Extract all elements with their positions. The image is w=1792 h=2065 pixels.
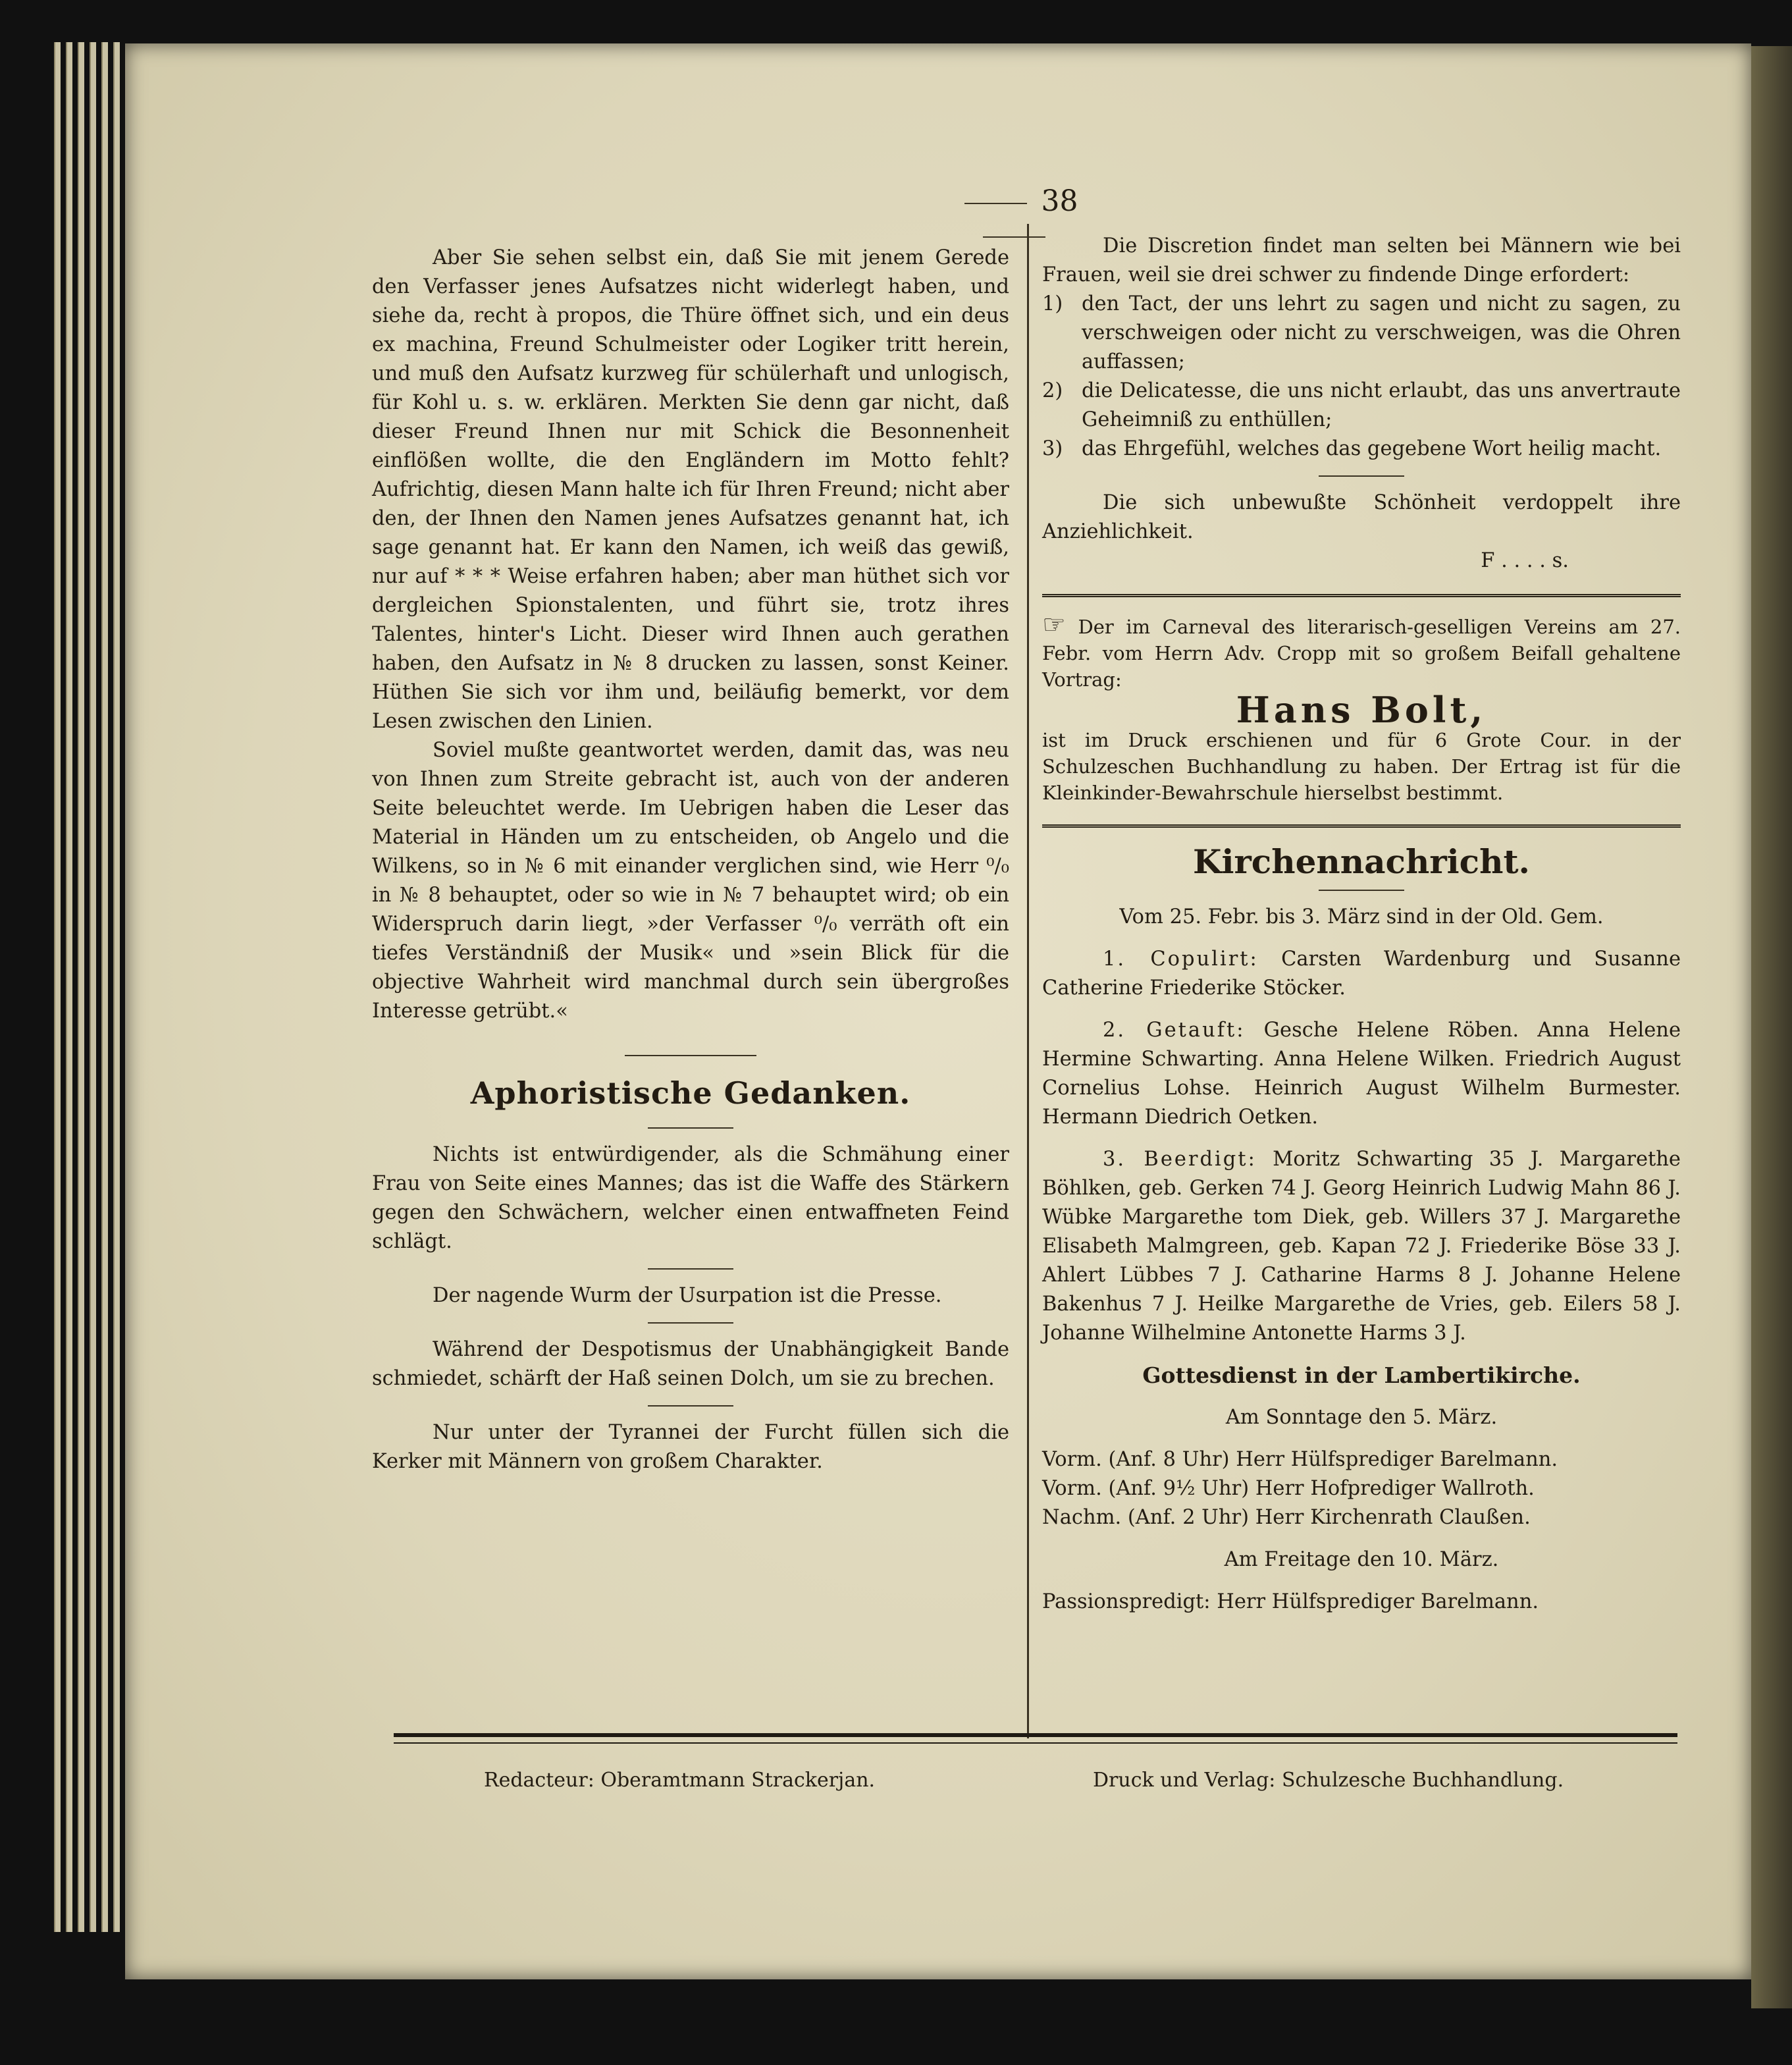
- friday-date: Am Freitage den 10. März.: [1224, 1548, 1499, 1571]
- page-edge: [101, 42, 108, 1932]
- footer-rule: [394, 1733, 1677, 1737]
- separator-rule: [648, 1405, 733, 1407]
- footer-rule: [394, 1742, 1677, 1744]
- section-rule: [1042, 824, 1681, 828]
- book-spine: [1751, 46, 1792, 2008]
- page-edge: [66, 42, 72, 1932]
- page-edge: [78, 42, 84, 1932]
- service-line: Passionspredigt: Herr Hülfsprediger Barelmann.: [1042, 1590, 1539, 1613]
- separator-rule: [625, 1055, 756, 1056]
- announcement-body: ist im Druck erschienen und für 6 Grote Cour. in der Schulzeschen Buchhandlung zu haben. Der Ertrag ist für die Kleinkinder-Bewahrschule hierselbst bestimmt.: [1042, 729, 1681, 804]
- aphorism: Der nagende Wurm der Usurpation ist die Presse.: [433, 1284, 942, 1307]
- discretion-intro: Die Discretion findet man selten bei Männern wie bei Frauen, weil sie drei schwer zu findende Dinge erfordert:: [1042, 234, 1681, 286]
- announcement-intro: Der im Carneval des literarisch-geselligen Vereins am 27. Febr. vom Herrn Adv. Cropp mit so großem Beifall gehaltene Vortrag:: [1042, 616, 1681, 691]
- church-heading: Kirchennachricht.: [1193, 842, 1530, 881]
- announcement-title: Hans Bolt,: [1236, 689, 1487, 731]
- church-period: Vom 25. Febr. bis 3. März sind in der Old. Gem.: [1119, 905, 1604, 928]
- church-section-copulirt: 1. Copulirt: Carsten Wardenburg und Susanne Catherine Friederike Stöcker.: [1042, 948, 1681, 1000]
- section-rule: [1042, 594, 1681, 597]
- announcement: [1042, 612, 1681, 806]
- page-number-text: 38: [1041, 184, 1078, 218]
- list-item: 3) das Ehrgefühl, welches das gegebene Wort heilig macht.: [1042, 437, 1662, 460]
- separator-rule: [1319, 890, 1404, 891]
- church-section-beerdigt: 3. Beerdigt: Moritz Schwarting 35 J. Margarethe Böhlken, geb. Gerken 74 J. Georg Heinrich Ludwig Mahn 86 J. Wübke Margarethe tom Diek, geb. Willers 37 J. Margarethe Elisabeth Malmgreen, geb. Kapan 72 J. Friederike Böse 33 J. Ahlert Lübbes 7 J. Catharine Harms 8 J. Johanne Helene Bakenhus 7 J. Heilke Margarethe de Vries, geb. Eilers 58 J. Johanne Wilhelmine Antonette Harms 3 J.: [1042, 1148, 1681, 1345]
- pointing-hand-icon: ☞: [1042, 610, 1066, 640]
- church-section-getauft: 2. Getauft: Gesche Helene Röben. Anna Helene Hermine Schwarting. Anna Helene Wilken. Friedrich August Cornelius Lohse. Heinrich August Wilhelm Burmester. Hermann Diedrich Oetken.: [1042, 1019, 1681, 1129]
- page-edge: [54, 42, 61, 1932]
- sunday-date: Am Sonntage den 5. März.: [1225, 1406, 1498, 1429]
- separator-rule: [648, 1322, 733, 1324]
- discretion-list: [1042, 290, 1681, 464]
- right-column: [1042, 232, 1681, 1617]
- page-edge: [90, 42, 96, 1932]
- aphorism: Nur unter der Tyrannei der Furcht füllen sich die Kerker mit Männern von großem Charakter.: [372, 1421, 1009, 1473]
- column-divider: [1027, 224, 1029, 1738]
- aphorism: Während der Despotismus der Unabhängigkeit Bande schmiedet, schärft der Haß seinen Dolch, um sie zu brechen.: [372, 1338, 1009, 1390]
- publisher-credit: Druck und Verlag: Schulzesche Buchhandlung.: [1093, 1769, 1564, 1792]
- left-column: [372, 244, 1009, 1476]
- list-item: 2) die Delicatesse, die uns nicht erlaubt, das uns anvertraute Geheimniß zu enthüllen;: [1042, 379, 1681, 431]
- service-line: Vorm. (Anf. 8 Uhr) Herr Hülfsprediger Barelmann.: [1042, 1448, 1558, 1471]
- reply-paragraph: Soviel mußte geantwortet werden, damit das, was neu von Ihnen zum Streite gebracht ist, auch von der anderen Seite beleuchtet werde. Im Uebrigen haben die Leser das Material in Händen um zu entscheiden, ob Angelo und die Wilkens, so in № 6 mit einander verglichen sind, wie Herr ⁰/₀ in № 8 behauptet, oder so wie in № 7 behauptet wird; ob ein Widerspruch darin liegt, »der Verfasser ⁰/₀ verräth oft ein tiefes Verständniß der Musik« und »sein Blick für die objective Wahrheit wird manchmal durch sein übergroßes Interesse getrübt.«: [372, 739, 1009, 1023]
- reply-paragraph: Aber Sie sehen selbst ein, daß Sie mit jenem Gerede den Verfasser jenes Aufsatzes nicht widerlegt haben, und siehe da, recht à propos, die Thüre öffnet sich, und ein deus ex machina, Freund Schulmeister oder Logiker tritt herein, und muß den Aufsatz kurzweg für schülerhaft und unlogisch, für Kohl u. s. w. erklären. Merkten Sie denn gar nicht, daß dieser Freund Ihnen nur mit Schick die Besonnenheit einflößen wollte, die den Engländern im Motto fehlt? Aufrichtig, diesen Mann halte ich für Ihren Freund; nicht aber den, der Ihnen den Namen jenes Aufsatzes genannt hat, ich sage genannt hat. Er kann den Namen, ich weiß das gewiß, nur auf * * * Weise erfahren haben; aber man hüthet sich vor dergleichen Spionstalenten, und führt sie, trotz ihres Talentes, hinter's Licht. Dieser wird Ihnen auch gerathen haben, den Aufsatz in № 8 drucken zu lassen, sonst Keiner. Hüthen Sie sich vor ihm und, beiläufig bemerkt, vor dem Lesen zwischen den Linien.: [372, 246, 1009, 733]
- signature: F . . . . s.: [1481, 549, 1569, 572]
- section-heading: Aphoristische Gedanken.: [470, 1075, 911, 1111]
- page-edge: [113, 42, 120, 1932]
- list-item: 1) den Tact, der uns lehrt zu sagen und nicht zu sagen, zu verschweigen oder nicht zu verschweigen, was die Ohren auffassen;: [1042, 292, 1681, 373]
- beauty-aphorism: Die sich unbewußte Schönheit verdoppelt ihre Anziehlichkeit.: [1042, 491, 1681, 543]
- separator-rule: [1319, 475, 1404, 477]
- separator-rule: [648, 1268, 733, 1270]
- service-line: Vorm. (Anf. 9½ Uhr) Herr Hofprediger Wallroth.: [1042, 1477, 1535, 1500]
- separator-rule: [648, 1127, 733, 1129]
- editor-credit: Redacteur: Oberamtmann Strackerjan.: [484, 1769, 876, 1792]
- aphorism: Nichts ist entwürdigender, als die Schmähung einer Frau von Seite eines Mannes; das ist die Waffe des Stärkern gegen den Schwächern, welcher einen entwaffneten Feind schlägt.: [372, 1143, 1009, 1253]
- service-line: Nachm. (Anf. 2 Uhr) Herr Kirchenrath Claußen.: [1042, 1506, 1531, 1529]
- service-heading: Gottesdienst in der Lambertikirche.: [1142, 1362, 1581, 1388]
